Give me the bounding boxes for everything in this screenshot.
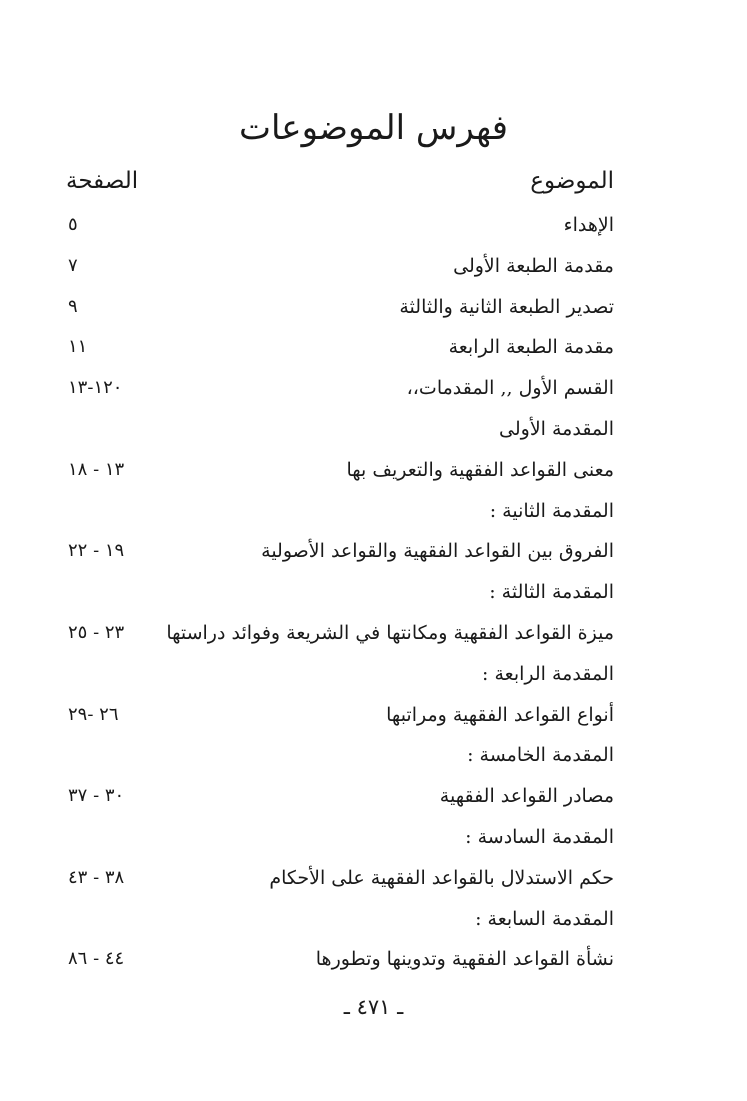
toc-entry-topic: معنى القواعد الفقهية والتعريف بها: [346, 458, 614, 481]
toc-entry-page: ٩: [68, 295, 78, 317]
toc-entry: [66, 208, 614, 249]
toc-entry: [66, 290, 614, 331]
toc-entry-page: ٥: [68, 214, 78, 235]
toc-entry: [66, 942, 614, 983]
toc-entry-topic: مصادر القواعد الفقهية: [439, 785, 614, 808]
toc-entry-page: ٢٦ -٢٩: [68, 703, 119, 725]
toc-section-heading: [66, 738, 614, 779]
page-column-header: الصفحة: [66, 168, 139, 194]
toc-entry-page: ٢٣ - ٢٥: [68, 621, 125, 643]
toc-entry-page: ١٢٠-١٣: [68, 377, 123, 399]
toc-section-heading: [66, 902, 614, 943]
toc-section-heading: [66, 575, 614, 616]
toc-section-heading: [66, 820, 614, 861]
toc-entry-page: ١١: [68, 336, 88, 358]
toc-entry-page: ١٩ - ٢٢: [68, 540, 125, 562]
toc-entry-topic: الفروق بين القواعد الفقهية والقواعد الأصولية: [261, 540, 614, 563]
toc-entry: [66, 616, 614, 657]
toc-entry-topic: المقدمة الأولى: [499, 417, 614, 440]
toc-entry-topic: القسم الأول ,, المقدمات،،: [406, 377, 614, 400]
toc-entry-topic: المقدمة الثانية :: [489, 499, 614, 522]
toc-entry: [66, 698, 614, 739]
toc-entry-topic: تصدير الطبعة الثانية والثالثة: [399, 295, 614, 318]
toc-entry: [66, 249, 614, 290]
toc-entry-topic: المقدمة السادسة :: [465, 825, 614, 848]
toc-entry-page: ٣٨ - ٤٣: [68, 866, 125, 888]
toc-entry-topic: مقدمة الطبعة الرابعة: [448, 336, 614, 359]
toc-entry-topic: مقدمة الطبعة الأولى: [453, 254, 614, 277]
toc-entry-topic: نشأة القواعد الفقهية وتدوينها وتطورها: [315, 948, 614, 971]
toc-entry-page: ٣٠ - ٣٧: [68, 785, 125, 807]
toc-entry-topic: أنواع القواعد الفقهية ومراتبها: [386, 703, 614, 726]
toc-entry-topic: المقدمة الخامسة :: [467, 744, 614, 767]
toc-entry-page: ١٣ - ١٨: [68, 458, 125, 480]
toc-entry: [66, 371, 614, 412]
toc-entry-topic: المقدمة الثالثة :: [489, 581, 614, 604]
column-header-row: [66, 168, 614, 204]
toc-list: [66, 208, 614, 983]
toc-entry: [66, 330, 614, 371]
toc-entry: [66, 534, 614, 575]
topic-column-header: الموضوع: [530, 168, 614, 194]
toc-entry-page: ٧: [68, 254, 78, 276]
toc-entry-page: ٤٤ - ٨٦: [68, 948, 125, 970]
toc-entry-topic: المقدمة السابعة :: [475, 907, 614, 930]
toc-entry: [66, 779, 614, 820]
toc-entry-topic: المقدمة الرابعة :: [482, 662, 614, 685]
page-title: فهرس الموضوعات: [238, 108, 509, 148]
toc-section-heading: [66, 494, 614, 535]
toc-section-heading: [66, 657, 614, 698]
toc-entry-topic: الإهداء: [563, 214, 614, 236]
toc-entry-topic: حكم الاستدلال بالقواعد الفقهية على الأحكام: [269, 866, 614, 889]
toc-entry: [66, 861, 614, 902]
toc-entry: [66, 453, 614, 494]
page-number: ـ ٤٧١ ـ: [343, 995, 404, 1019]
toc-entry-topic: ميزة القواعد الفقهية ومكانتها في الشريعة وفوائد دراستها: [166, 621, 614, 644]
toc-section-heading: [66, 412, 614, 453]
